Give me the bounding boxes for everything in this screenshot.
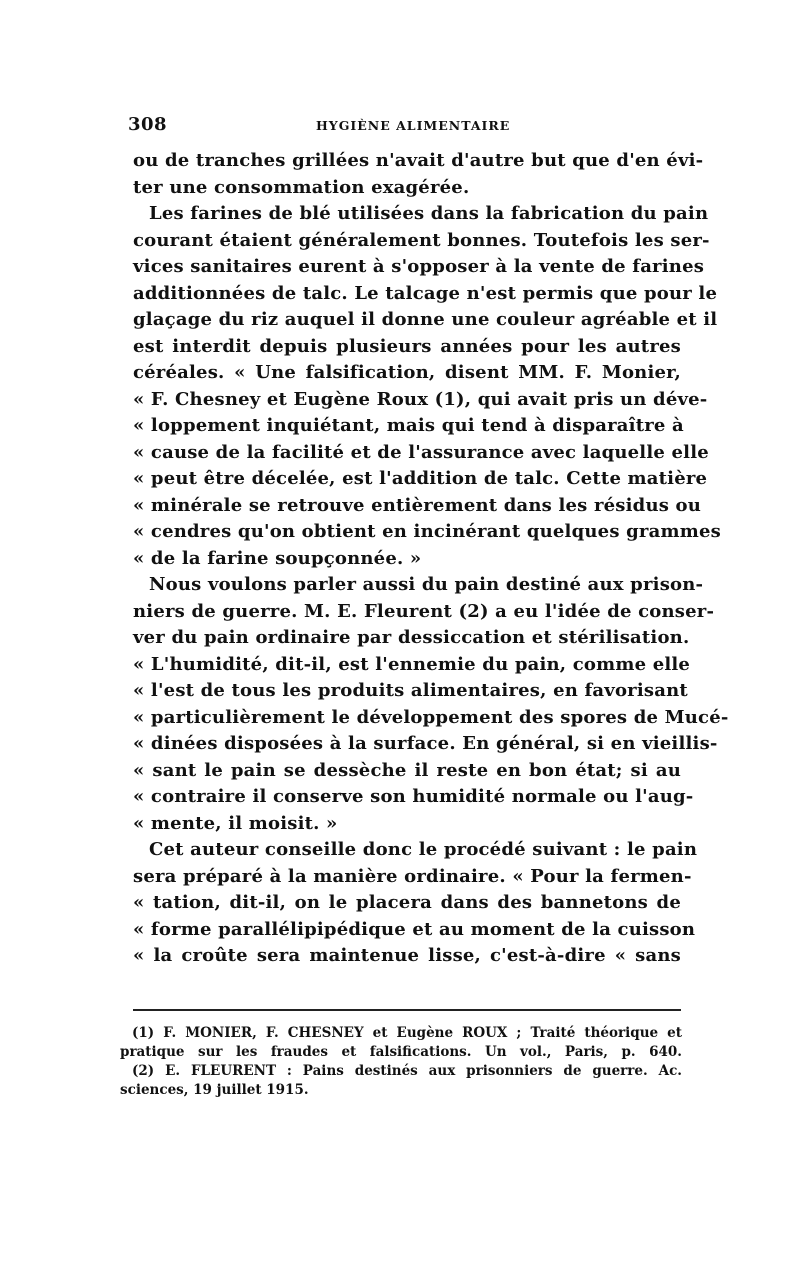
text-line: Nous voulons parler aussi du pain destiné aux prison- [149, 574, 704, 595]
footnote-line: (2) E. FLEURENT : Pains destinés aux prisonniers de guerre. Ac. [132, 1063, 682, 1079]
text-line: « sant le pain se dessèche il reste en bon état; si au [133, 759, 681, 781]
text-line: « minérale se retrouve entièrement dans les résidus ou [133, 494, 702, 516]
body-text [133, 148, 729, 970]
text-line: additionnées de talc. Le talcage n'est permis que pour le [133, 282, 718, 304]
text-line: niers de guerre. M. E. Fleurent (2) a eu l'idée de conser- [133, 600, 715, 622]
text-line: ver du pain ordinaire par dessiccation et stérilisation. [133, 627, 690, 648]
text-line: « F. Chesney et Eugène Roux (1), qui avait pris un déve- [133, 388, 708, 410]
footnote-rule [133, 1009, 681, 1011]
text-line: Cet auteur conseille donc le procédé suivant : le pain [149, 839, 698, 860]
text-line: « dinées disposées à la surface. En général, si en vieillis- [133, 733, 718, 754]
footnotes [120, 1024, 682, 1100]
footnote-line: sciences, 19 juillet 1915. [120, 1082, 309, 1098]
text-line: ter une consommation exagérée. [133, 176, 470, 198]
text-line: céréales. « Une falsification, disent MM. F. Monier, [133, 362, 681, 383]
text-line: « L'humidité, dit-il, est l'ennemie du pain, comme elle [133, 653, 691, 675]
text-line: « l'est de tous les produits alimentaires, en favorisant [133, 680, 688, 701]
text-line: « forme parallélipipédique et au moment de la cuisson [133, 918, 696, 940]
running-head: HYGIÈNE ALIMENTAIRE [316, 118, 511, 133]
page-number: 308 [128, 114, 168, 135]
text-line: « la croûte sera maintenue lisse, c'est-à-dire « sans [133, 945, 681, 966]
text-line: « contraire il conserve son humidité normale ou l'aug- [133, 786, 694, 807]
text-line: glaçage du riz auquel il donne une couleur agréable et il [133, 309, 718, 330]
text-line: est interdit depuis plusieurs années pour les autres [133, 335, 681, 357]
text-line: « loppement inquiétant, mais qui tend à disparaître à [133, 415, 684, 436]
text-line: « de la farine soupçonnée. » [133, 547, 422, 569]
text-line: « peut être décelée, est l'addition de talc. Cette matière [133, 468, 708, 489]
text-line: « cendres qu'on obtient en incinérant quelques grammes [133, 521, 721, 542]
text-line: « cause de la facilité et de l'assurance avec laquelle elle [133, 441, 709, 463]
footnote-line: pratique sur les fraudes et falsifications. Un vol., Paris, p. 640. [120, 1044, 682, 1060]
page-header [128, 114, 678, 138]
text-line: « particulièrement le développement des spores de Mucé- [133, 706, 729, 728]
text-line: Les farines de blé utilisées dans la fabrication du pain [149, 203, 709, 224]
text-line: « mente, il moisit. » [133, 812, 338, 834]
text-line: courant étaient généralement bonnes. Toutefois les ser- [133, 229, 710, 251]
text-line: « tation, dit-il, on le placera dans des bannetons de [133, 892, 681, 913]
text-line: vices sanitaires eurent à s'opposer à la vente de farines [133, 256, 705, 277]
footnote-line: (1) F. MONIER, F. CHESNEY et Eugène ROUX ; Traité théorique et [132, 1025, 682, 1041]
text-line: ou de tranches grillées n'avait d'autre but que d'en évi- [133, 150, 704, 171]
text-line: sera préparé à la manière ordinaire. « Pour la fermen- [133, 865, 692, 887]
